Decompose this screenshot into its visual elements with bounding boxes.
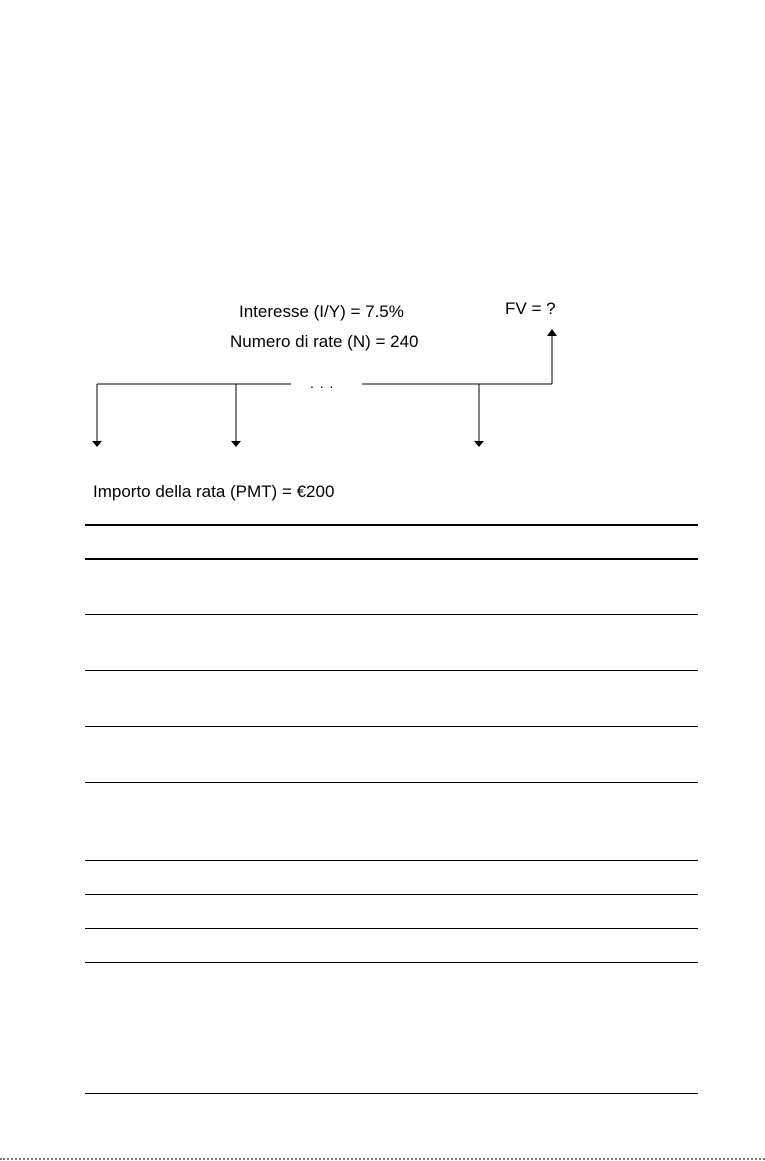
table-row-rule [85, 670, 698, 671]
table-row-rule [85, 894, 698, 895]
table-row-rule [85, 782, 698, 783]
timeline-ellipsis: . . . [310, 375, 335, 391]
empty-table [85, 0, 698, 1161]
page-bottom-border [0, 1158, 765, 1160]
periods-label: Numero di rate (N) = 240 [230, 332, 419, 351]
interest-label: Interesse (I/Y) = 7.5% [239, 302, 404, 321]
table-row-rule [85, 860, 698, 861]
table-row-rule [85, 614, 698, 615]
table-top-rule [85, 524, 698, 526]
future-value-label: FV = ? [505, 299, 556, 318]
table-row-rule [85, 726, 698, 727]
table-row-rule [85, 962, 698, 963]
table-bottom-rule [85, 1093, 698, 1094]
payment-label: Importo della rata (PMT) = €200 [93, 482, 335, 501]
table-row-rule [85, 928, 698, 929]
table-header-rule [85, 558, 698, 560]
